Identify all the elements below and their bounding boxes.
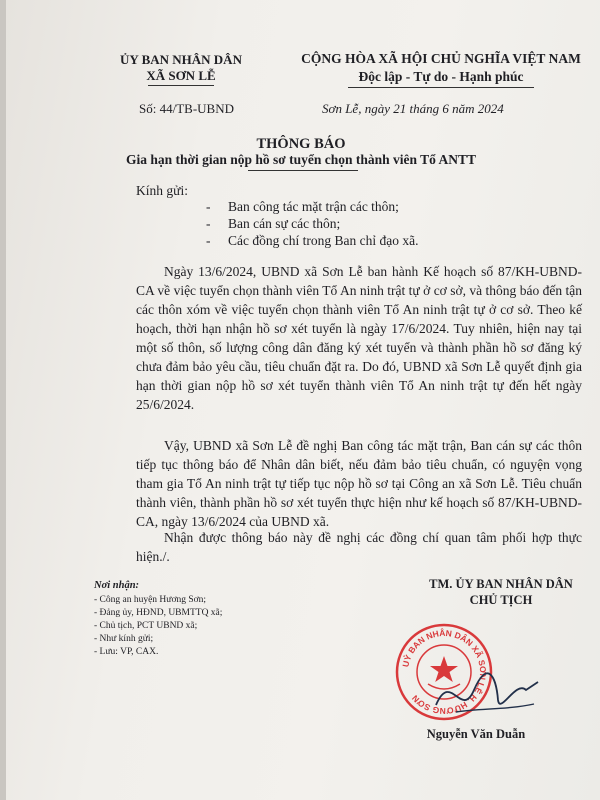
body-paragraph-3: Nhận được thông báo này đề nghị các đồng chí quan tâm phối hợp thực hiện./.	[136, 530, 582, 564]
receiver-item: - Như kính gửi;	[94, 634, 154, 644]
recipient-item: - Ban công tác mặt trận các thôn;	[206, 199, 399, 214]
recipient-list	[206, 198, 418, 249]
document-number: Số: 44/TB-UBND	[139, 101, 234, 116]
receiver-item: - Công an huyện Hương Sơn;	[94, 595, 207, 605]
receiver-item: - Đảng ủy, HĐND, UBMTTQ xã;	[94, 608, 223, 618]
receivers-list	[94, 594, 222, 659]
org-underline	[148, 85, 214, 86]
org-name-line2: XÃ SƠN LỄ	[146, 68, 216, 83]
place-date: Sơn Lễ, ngày 21 tháng 6 năm 2024	[322, 101, 504, 116]
recipient-item: - Ban cán sự các thôn;	[206, 216, 341, 231]
receivers-title: Nơi nhận:	[94, 580, 140, 591]
signer-name: Nguyễn Văn Duẫn	[426, 727, 526, 741]
national-motto: Độc lập - Tự do - Hạnh phúc	[358, 69, 524, 84]
document-title: THÔNG BÁO	[256, 136, 346, 152]
document-subtitle: Gia hạn thời gian nộp hồ sơ tuyển chọn thành viên Tổ ANTT	[125, 152, 477, 167]
org-name-line1: ỦY BAN NHÂN DÂN	[120, 52, 242, 67]
document-page	[6, 0, 600, 800]
subtitle-underline	[248, 170, 358, 171]
body-paragraph-1: Ngày 13/6/2024, UBND xã Sơn Lễ ban hành Kế hoạch số 87/KH-UBND-CA về việc tuyển chọn thành viên Tổ An ninh trật tự ở cơ sở, và thông báo đến tận các thôn xóm về việc tuyển chọn thành viên Tổ An ninh trật tự ở cơ sở. Theo kế hoạch, thời hạn nhận hồ sơ xét tuyển là ngày 17/6/2024. Tuy nhiên, hiện nay tại một số thôn, số lượng công dân đăng ký xét tuyển và thành phần hồ sơ đăng ký chưa đảm bảo yêu cầu, tiêu chuẩn đặt ra. Do đó, UBND xã Sơn Lễ quyết định gia hạn thời gian nộp hồ sơ xét tuyển thành viên Tổ An ninh trật tự đến hết ngày 25/6/2024.	[136, 264, 582, 412]
receiver-item: - Lưu: VP, CAX.	[94, 647, 159, 657]
handwritten-signature-icon	[426, 660, 546, 730]
greeting: Kính gửi:	[136, 183, 188, 198]
receiver-item: - Chủ tịch, PCT UBND xã;	[94, 621, 198, 631]
motto-underline	[348, 87, 534, 88]
signature-position: CHỦ TỊCH	[469, 593, 533, 607]
recipient-item: - Các đồng chí trong Ban chỉ đạo xã.	[206, 233, 419, 248]
body-paragraph-2: Vậy, UBND xã Sơn Lễ đề nghị Ban công tác mặt trận, Ban cán sự các thôn tiếp tục thông báo để Nhân dân biết, nếu đảm bảo tiêu chuẩn, có nguyện vọng tham gia Tổ An ninh trật tự tiếp tục nộp hồ sơ tại Công an xã Sơn Lễ. Tiêu chuẩn thành viên, thành phần hồ sơ xét tuyển thực hiện như kế hoạch số 87/KH-UBND-CA, ngày 13/6/2024 của UBND xã.	[136, 438, 582, 529]
signature-title: TM. ỦY BAN NHÂN DÂN	[429, 577, 573, 591]
seal-text: UỶ BAN NHÂN DÂN XÃ SƠN LỄ H. HƯƠNG SƠN	[400, 627, 489, 717]
national-title: CỘNG HÒA XÃ HỘI CHỦ NGHĨA VIỆT NAM	[301, 51, 581, 66]
